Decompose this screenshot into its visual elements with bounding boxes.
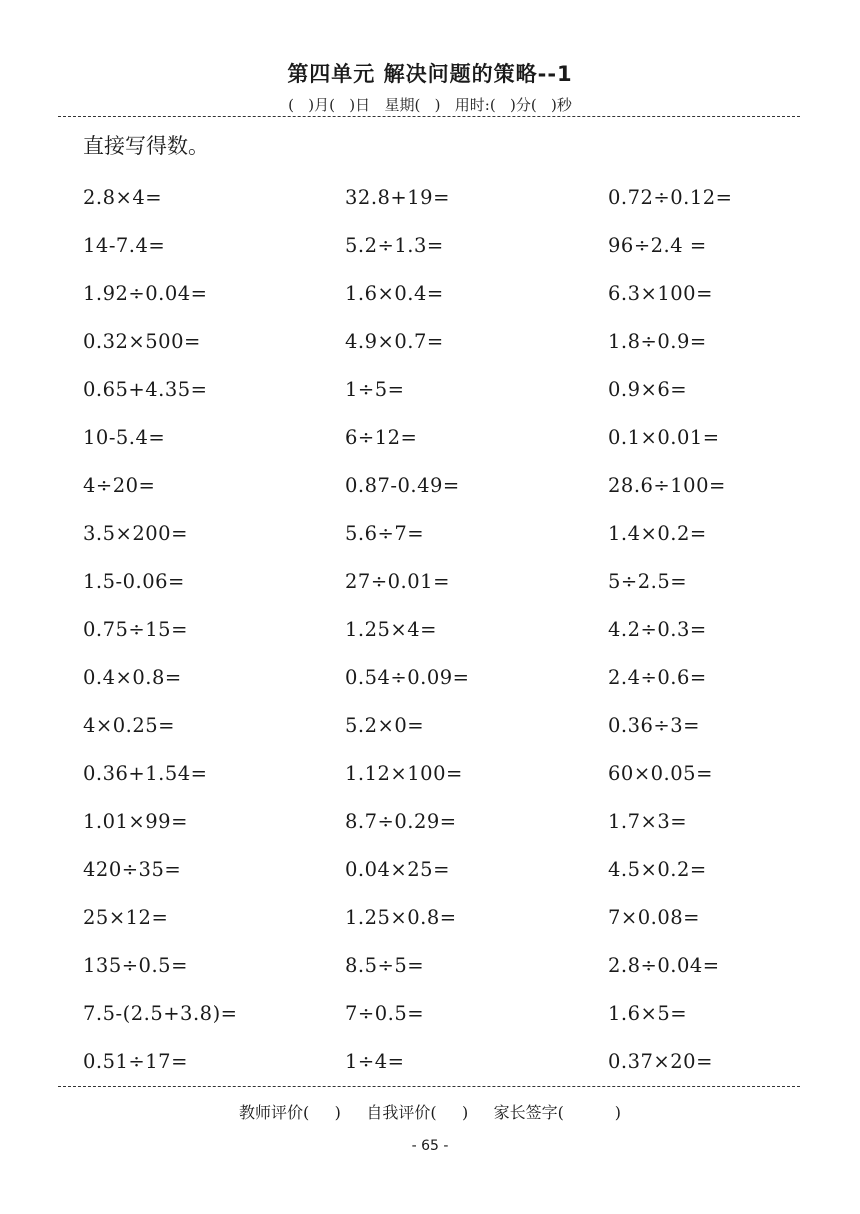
math-problem: 0.87-0.49=: [345, 473, 460, 497]
math-problem: 0.04×25=: [345, 857, 450, 881]
math-problem: 0.75÷15=: [83, 617, 188, 641]
math-problem: 2.8×4=: [83, 185, 163, 209]
math-problem: 0.65+4.35=: [83, 377, 208, 401]
math-problem: 420÷35=: [83, 857, 182, 881]
math-problem: 4.9×0.7=: [345, 329, 444, 353]
math-problem: 0.72÷0.12=: [608, 185, 733, 209]
math-problem: 1.25×4=: [345, 617, 438, 641]
math-problem: 1.8÷0.9=: [608, 329, 707, 353]
math-problem: 1.12×100=: [345, 761, 463, 785]
math-problem: 2.4÷0.6=: [608, 665, 707, 689]
math-problem: 5.2÷1.3=: [345, 233, 444, 257]
math-problem: 4÷20=: [83, 473, 156, 497]
math-problem: 0.51÷17=: [83, 1049, 188, 1073]
math-problem: 7×0.08=: [608, 905, 701, 929]
math-problem: 8.7÷0.29=: [345, 809, 457, 833]
math-problem: 25×12=: [83, 905, 169, 929]
math-problem: 5.2×0=: [345, 713, 425, 737]
math-problem: 0.32×500=: [83, 329, 201, 353]
math-problem: 5÷2.5=: [608, 569, 688, 593]
math-problem: 0.37×20=: [608, 1049, 713, 1073]
math-problem: 0.1×0.01=: [608, 425, 720, 449]
math-problem: 5.6÷7=: [345, 521, 425, 545]
math-problem: 1.01×99=: [83, 809, 188, 833]
math-problem: 6.3×100=: [608, 281, 713, 305]
math-problem: 0.36+1.54=: [83, 761, 208, 785]
math-problem: 135÷0.5=: [83, 953, 188, 977]
math-problem: 14-7.4=: [83, 233, 166, 257]
math-problem: 0.54÷0.09=: [345, 665, 470, 689]
page-number: - 65 -: [411, 1138, 449, 1154]
evaluation-footer: 教师评价( ) 自我评价( ) 家长签字( ): [238, 1103, 622, 1122]
math-problem: 1.7×3=: [608, 809, 688, 833]
date-time-fields: ( )月( )日 星期( ) 用时:( )分( )秒: [288, 96, 572, 114]
math-problem: 10-5.4=: [83, 425, 166, 449]
math-problem: 1.92÷0.04=: [83, 281, 208, 305]
math-problem: 1.5-0.06=: [83, 569, 185, 593]
worksheet-title: 第四单元 解决问题的策略--1: [287, 62, 573, 86]
math-problem: 60×0.05=: [608, 761, 713, 785]
math-problem: 2.8÷0.04=: [608, 953, 720, 977]
math-problem: 96÷2.4 =: [608, 233, 707, 257]
math-problem: 1.25×0.8=: [345, 905, 457, 929]
math-problem: 1÷4=: [345, 1049, 405, 1073]
math-problem: 1.6×0.4=: [345, 281, 444, 305]
math-problem: 1÷5=: [345, 377, 405, 401]
math-problem: 3.5×200=: [83, 521, 188, 545]
math-problem: 0.36÷3=: [608, 713, 701, 737]
math-problem: 0.9×6=: [608, 377, 688, 401]
math-problem: 0.4×0.8=: [83, 665, 182, 689]
math-problem: 8.5÷5=: [345, 953, 425, 977]
math-problem: 1.6×5=: [608, 1001, 688, 1025]
instruction-text: 直接写得数。: [83, 134, 209, 158]
footer-divider: [58, 1086, 800, 1087]
math-problem: 32.8+19=: [345, 185, 450, 209]
math-problem: 4.2÷0.3=: [608, 617, 707, 641]
math-problem: 4×0.25=: [83, 713, 176, 737]
problem-grid: [83, 173, 803, 1085]
math-problem: 7.5-(2.5+3.8)=: [83, 1001, 238, 1025]
math-problem: 7÷0.5=: [345, 1001, 425, 1025]
math-problem: 1.4×0.2=: [608, 521, 707, 545]
math-problem: 28.6÷100=: [608, 473, 726, 497]
math-problem: 27÷0.01=: [345, 569, 450, 593]
math-problem: 4.5×0.2=: [608, 857, 707, 881]
math-problem: 6÷12=: [345, 425, 418, 449]
